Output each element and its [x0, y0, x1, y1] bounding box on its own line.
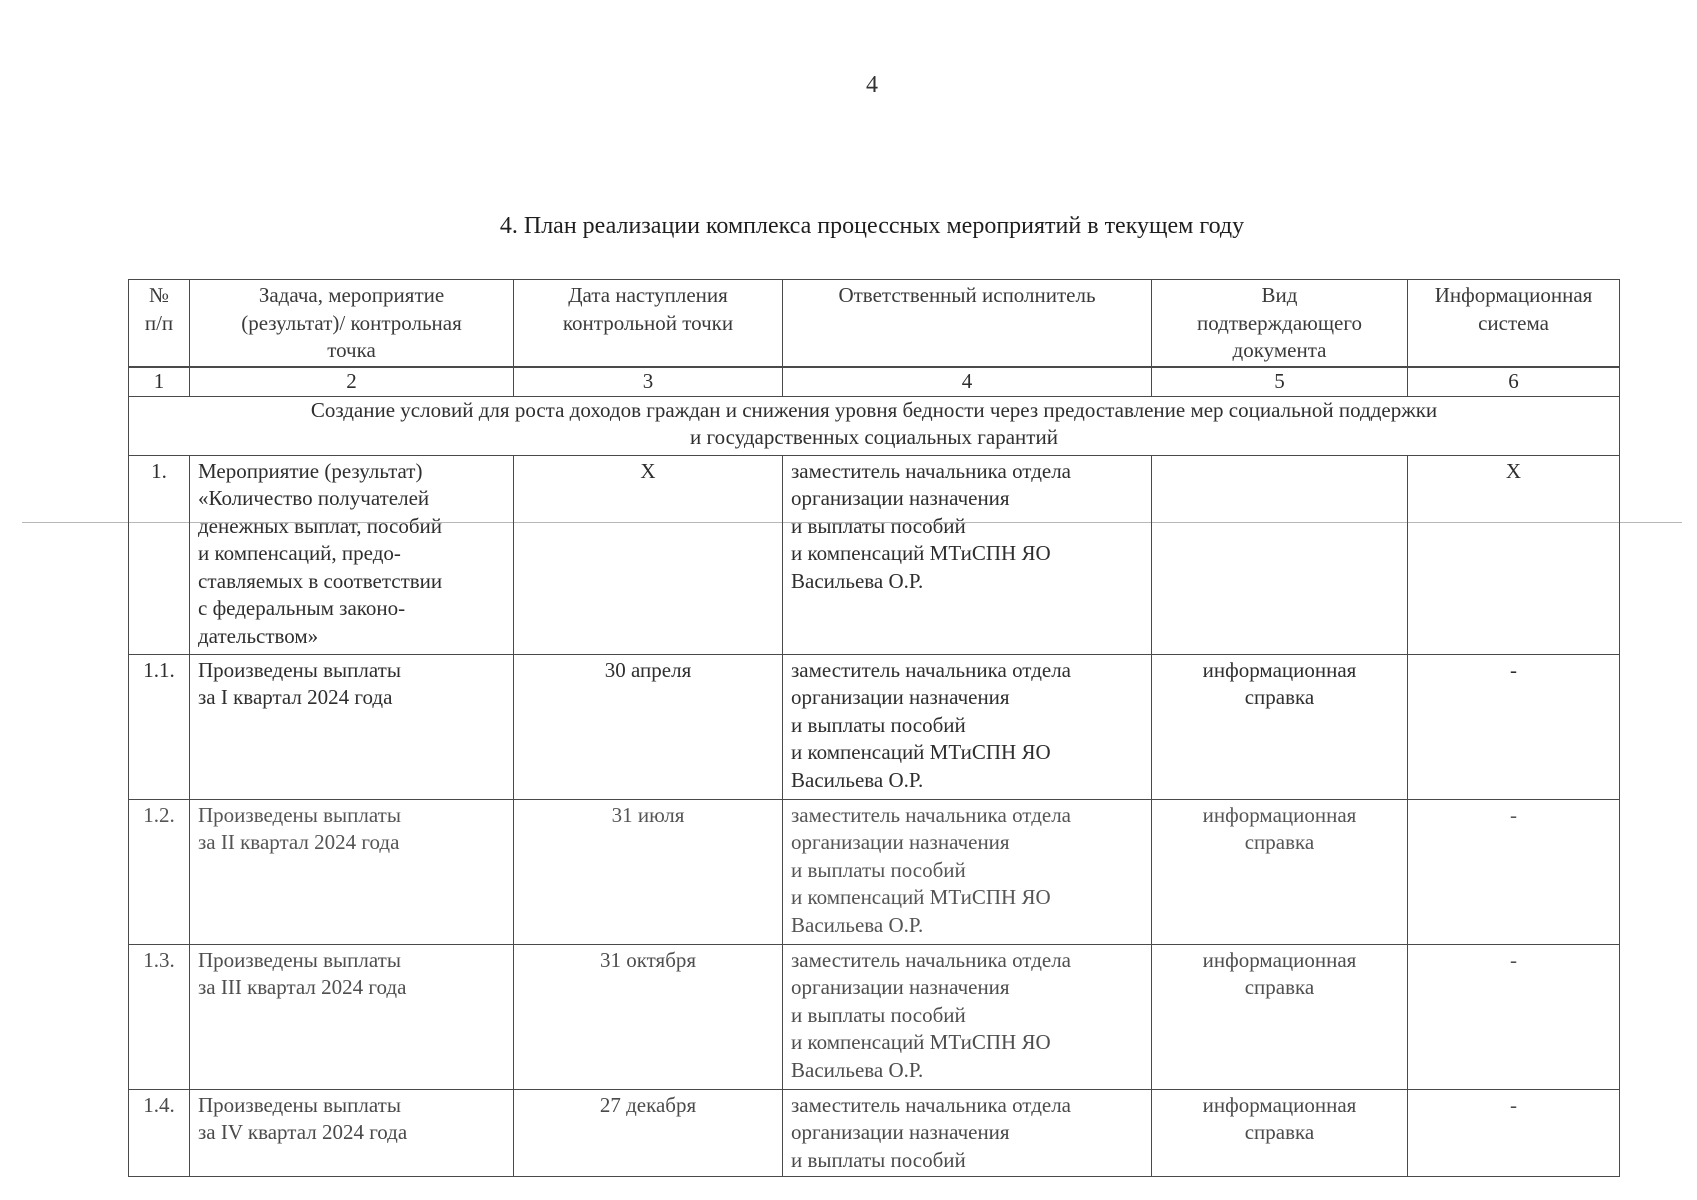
column-number: 1: [129, 368, 190, 397]
row-info-system: -: [1408, 799, 1620, 944]
row-doc-type: информационная справка: [1152, 944, 1408, 1089]
row-task: Произведены выплаты за III квартал 2024 года: [190, 944, 514, 1089]
row-date: 30 апреля: [514, 654, 783, 799]
row-info-system: X: [1408, 455, 1620, 654]
column-number: 4: [783, 368, 1152, 397]
section-heading-row: [129, 396, 1620, 455]
section-title: 4. План реализации комплекса процессных мероприятий в текущем году: [499, 213, 1245, 239]
header-info-system: Информационная система: [1408, 280, 1620, 367]
table-row: [129, 455, 1620, 654]
table-row: [129, 654, 1620, 799]
row-date: X: [514, 455, 783, 654]
row-task: Произведены выплаты за II квартал 2024 года: [190, 799, 514, 944]
row-date: 31 октября: [514, 944, 783, 1089]
row-responsible: заместитель начальника отдела организации назначения и выплаты пособий: [783, 1089, 1152, 1176]
header-number: № п/п: [129, 280, 190, 367]
header-date: Дата наступления контрольной точки: [514, 280, 783, 367]
plan-table: [128, 279, 1620, 1177]
row-number: 1.4.: [129, 1089, 190, 1176]
table-row: [129, 799, 1620, 944]
section-heading: Создание условий для роста доходов граждан и снижения уровня бедности через предоставление мер социальной поддержки и государственных социальных гарантий: [129, 396, 1620, 455]
header-doc-type: Вид подтверждающего документа: [1152, 280, 1408, 367]
row-task: Мероприятие (результат) «Количество получателей денежных выплат, пособий и компенсаций, предо- ставляемых в соответствии с федеральным законо- дательством»: [190, 455, 514, 654]
column-number-row: [129, 368, 1620, 397]
row-doc-type: информационная справка: [1152, 1089, 1408, 1176]
page-number: 4: [866, 72, 878, 98]
row-date: 31 июля: [514, 799, 783, 944]
row-number: 1.1.: [129, 654, 190, 799]
row-info-system: -: [1408, 654, 1620, 799]
column-number: 6: [1408, 368, 1620, 397]
column-number: 5: [1152, 368, 1408, 397]
header-responsible: Ответственный исполнитель: [783, 280, 1152, 367]
column-number: 3: [514, 368, 783, 397]
row-doc-type: информационная справка: [1152, 654, 1408, 799]
table-row: [129, 1089, 1620, 1176]
table-row: [129, 944, 1620, 1089]
row-info-system: -: [1408, 944, 1620, 1089]
table-header-row: [129, 280, 1620, 367]
row-responsible: заместитель начальника отдела организации назначения и выплаты пособий и компенсаций МТиСПН ЯО Васильева О.Р.: [783, 654, 1152, 799]
row-responsible: заместитель начальника отдела организации назначения и выплаты пособий и компенсаций МТиСПН ЯО Васильева О.Р.: [783, 455, 1152, 654]
row-task: Произведены выплаты за IV квартал 2024 года: [190, 1089, 514, 1176]
row-responsible: заместитель начальника отдела организации назначения и выплаты пособий и компенсаций МТиСПН ЯО Васильева О.Р.: [783, 799, 1152, 944]
row-number: 1.2.: [129, 799, 190, 944]
row-doc-type: информационная справка: [1152, 799, 1408, 944]
row-info-system: -: [1408, 1089, 1620, 1176]
row-date: 27 декабря: [514, 1089, 783, 1176]
header-task: Задача, мероприятие (результат)/ контрольная точка: [190, 280, 514, 367]
row-doc-type: [1152, 455, 1408, 654]
row-number: 1.3.: [129, 944, 190, 1089]
row-task: Произведены выплаты за I квартал 2024 года: [190, 654, 514, 799]
column-number: 2: [190, 368, 514, 397]
row-number: 1.: [129, 455, 190, 654]
row-responsible: заместитель начальника отдела организации назначения и выплаты пособий и компенсаций МТиСПН ЯО Васильева О.Р.: [783, 944, 1152, 1089]
